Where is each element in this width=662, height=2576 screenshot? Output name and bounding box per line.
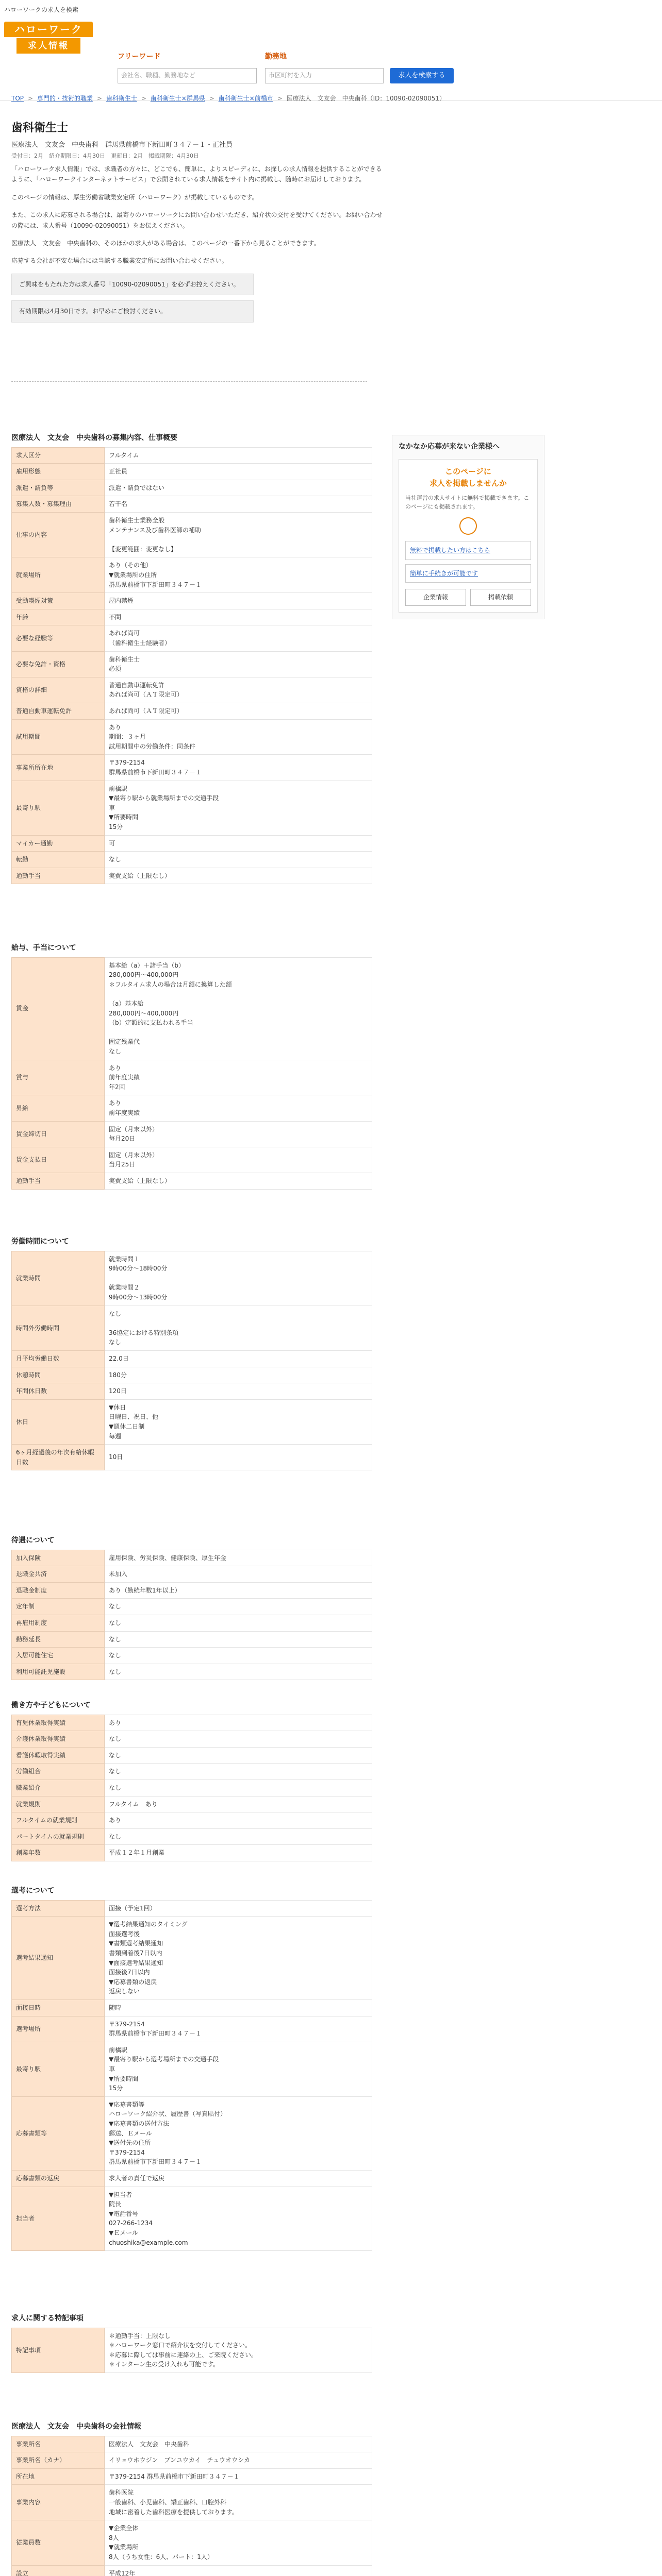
row-label: 年齢 [12, 609, 105, 625]
row-value: 前橋駅 ▼最寄り駅から就業場所までの交通手段 車 ▼所要時間 15分 [105, 781, 372, 835]
intro-p1: 「ハローワーク求人情報」では、求職者の方々に、どこでも、簡単に、よりスピーディに、お探しの求人情報を提供することができるように、「ハローワークインターネットサービス」で公開されている求人情報をサイト内に掲載し、随時にお届けしております。 [11, 165, 382, 183]
sidebar-headline: このページに 求人を掲載しませんか [429, 466, 507, 488]
row-label: 募集人数・募集理由 [12, 496, 105, 513]
freeword-label: フリーワード [118, 53, 161, 61]
table-row [12, 835, 372, 852]
row-label: 退職金共済 [12, 1566, 105, 1583]
table-row [12, 1566, 372, 1583]
row-label: 退職金制度 [12, 1582, 105, 1599]
recruit-sidebar [392, 435, 544, 619]
row-value: ▼応募書類等 ハローワーク紹介状、履歴書（写真貼付） ▼応募書類の送付方法 郵送、Ｅメール ▼送付先の住所 〒379-2154 群馬県前橋市下新田町３４７－１ [105, 2096, 372, 2170]
breadcrumb-occupation[interactable]: 歯科衛生士 [106, 95, 137, 102]
section-basic [11, 433, 372, 884]
table-row [12, 2485, 372, 2520]
table-row [12, 781, 372, 835]
basic-table [11, 447, 372, 885]
row-label: 資格の詳細 [12, 677, 105, 703]
row-value: なし [105, 1764, 372, 1780]
sidebar-title: なかなか応募が来ない企業様へ [399, 443, 500, 451]
table-row [12, 1399, 372, 1444]
row-value: なし [105, 1828, 372, 1845]
row-label: 6ヶ月経過後の年次有給休暇日数 [12, 1445, 105, 1470]
row-value: 実費支給（上限なし） [105, 1173, 372, 1189]
table-row [12, 1599, 372, 1615]
row-label: 賃金締切日 [12, 1121, 105, 1147]
row-label: 事業所所在地 [12, 755, 105, 781]
section-heading: 働き方や子どもについて [11, 1701, 91, 1709]
breadcrumb-current: 医療法人 文友会 中央歯科（ID：10090-02090051） [286, 95, 445, 102]
intro-p2: このページの情報は、厚生労働省職業安定所（ハローワーク）が掲載しているものです。 [11, 193, 258, 201]
row-label: マイカー通勤 [12, 835, 105, 852]
table-row [12, 1173, 372, 1189]
row-label: 必要な経験等 [12, 625, 105, 651]
table-row [12, 1615, 372, 1632]
row-label: 事業所名 [12, 2436, 105, 2452]
search-button[interactable]: 求人を検索する [390, 68, 454, 83]
table-row [12, 852, 372, 868]
row-label: 転勤 [12, 852, 105, 868]
table-row [12, 513, 372, 557]
row-value: 普通自動車運転免許 あれば尚可（ＡＴ限定可） [105, 677, 372, 703]
apply-table [11, 1900, 372, 2251]
row-value: あれば尚可 （歯科衛生士経験者） [105, 625, 372, 651]
row-value: 若干名 [105, 496, 372, 513]
intro-p3: また、この求人に応募される場合は、最寄りのハローワークにお問い合わせいただき、紹介状の交付を受けてください。お問い合わせの際には、求人番号（10090-02090051）をお伝えください。 [11, 211, 383, 229]
row-value: あり（勤続年数1年以上） [105, 1582, 372, 1599]
table-row [12, 1351, 372, 1367]
notice-job-number: ご興味をもたれた方は求人番号「10090-02090051」を必ずお控えください。 [11, 274, 254, 295]
job-title: 歯科衛生士 [11, 122, 69, 134]
row-label: パートタイムの就業規則 [12, 1828, 105, 1845]
site-logo[interactable] [4, 22, 93, 54]
table-row [12, 1582, 372, 1599]
row-value: 求人者の責任で返戻 [105, 2170, 372, 2187]
notice-deadline: 有効期限は4月30日です。お早めにご検討ください。 [11, 300, 254, 322]
row-label: 選考結果通知 [12, 1917, 105, 2000]
row-value: 正社員 [105, 464, 372, 480]
section-pay [11, 943, 372, 1190]
row-value: 平成１２年１月創業 [105, 1845, 372, 1861]
table-row [12, 609, 372, 625]
table-row [12, 496, 372, 513]
table-row [12, 755, 372, 781]
row-value: なし [105, 1615, 372, 1632]
row-label: 応募書類の返戻 [12, 2170, 105, 2187]
table-row [12, 480, 372, 496]
row-value: 22.0日 [105, 1351, 372, 1367]
row-value: 120日 [105, 1383, 372, 1400]
top-bar [0, 0, 662, 19]
intro-p4: 医療法人 文友会 中央歯科の、そのほかの求人がある場合は、このページの一番下から見ることができます。 [11, 239, 320, 247]
row-label: 応募書類等 [12, 2096, 105, 2170]
row-value: 180分 [105, 1367, 372, 1383]
row-label: 担当者 [12, 2187, 105, 2251]
row-value: なし [105, 1747, 372, 1764]
table-row [12, 447, 372, 464]
row-label: 通勤手当 [12, 868, 105, 884]
row-value: 固定（月末以外） 毎月20日 [105, 1121, 372, 1147]
row-value: あり（その他） ▼就業場所の住所 群馬県前橋市下新田町３４７－１ [105, 557, 372, 593]
section-heading: 給与、手当について [11, 944, 76, 952]
row-label: 賃金 [12, 957, 105, 1060]
site-header [0, 19, 662, 101]
row-label: 年間休日数 [12, 1383, 105, 1400]
welfare-table [11, 1550, 372, 1681]
row-value: なし [105, 1631, 372, 1648]
logo-line2: 求人情報 [16, 38, 80, 54]
breadcrumb-city[interactable]: 歯科衛生士×前橋市 [218, 95, 273, 102]
row-label: 時間外労働時間 [12, 1306, 105, 1350]
row-label: フルタイムの就業規則 [12, 1812, 105, 1829]
note-table [11, 2328, 372, 2373]
intro-p5: 応募する会社が不安な場合には当該する職業安定所にお問い合わせください。 [11, 257, 228, 265]
pay-table [11, 957, 372, 1190]
row-label: 定年制 [12, 1599, 105, 1615]
row-value: 実費支給（上限なし） [105, 868, 372, 884]
row-label: 面接日時 [12, 2000, 105, 2016]
row-label: 休憩時間 [12, 1367, 105, 1383]
section-heading: 医療法人 文友会 中央歯科の募集内容、仕事概要 [11, 434, 177, 442]
table-row [12, 1095, 372, 1121]
row-label: 就業規則 [12, 1796, 105, 1812]
row-label: 再雇用制度 [12, 1615, 105, 1632]
row-value: 固定（月末以外） 当月25日 [105, 1147, 372, 1173]
row-label: 利用可能託児施設 [12, 1664, 105, 1680]
row-value: フルタイム あり [105, 1796, 372, 1812]
table-row [12, 2000, 372, 2016]
row-label: 通勤手当 [12, 1173, 105, 1189]
row-value: なし [105, 852, 372, 868]
row-value: ▼休日 日曜日、祝日、他 ▼週休二日制 毎週 [105, 1399, 372, 1444]
table-row [12, 1306, 372, 1350]
row-value: なし [105, 1599, 372, 1615]
table-row [12, 957, 372, 1060]
table-row [12, 2328, 372, 2372]
location-label: 勤務地 [265, 53, 287, 61]
table-row [12, 1445, 372, 1470]
table-row [12, 2096, 372, 2170]
table-row [12, 1147, 372, 1173]
section-heading: 待遇について [11, 1536, 55, 1545]
row-label: 賞与 [12, 1060, 105, 1095]
table-row [12, 2170, 372, 2187]
job-meta: 受付日：2月 紹介期限日：4月30日 更新日：2月 掲載期限：4月30日 [11, 152, 199, 160]
divider [11, 381, 367, 382]
row-value: あり 前年度実績 [105, 1095, 372, 1121]
row-label: 受動喫煙対策 [12, 593, 105, 609]
breadcrumb-prefecture[interactable]: 歯科衛生士×群馬県 [150, 95, 205, 102]
sidebar-buttons [405, 589, 531, 606]
table-row [12, 464, 372, 480]
table-row [12, 2452, 372, 2469]
intro [11, 164, 383, 323]
table-row [12, 1845, 372, 1861]
row-value: なし [105, 1648, 372, 1664]
section-time [11, 1236, 372, 1470]
row-value: あり [105, 1812, 372, 1829]
table-row [12, 1917, 372, 2000]
row-value: あり 期間：３ヶ月 試用期間中の労働条件：同条件 [105, 719, 372, 755]
row-value: 平成12年 [105, 2565, 372, 2576]
breadcrumb-top[interactable]: TOP [11, 95, 24, 102]
row-label: 設立 [12, 2565, 105, 2576]
row-label: 介護休業取得実績 [12, 1731, 105, 1748]
row-label: 従業員数 [12, 2520, 105, 2565]
row-value: あれば尚可（ＡＴ限定可） [105, 703, 372, 719]
row-label: 派遣・請負等 [12, 480, 105, 496]
env-table [11, 1715, 372, 1861]
row-label: 雇用形態 [12, 464, 105, 480]
table-row [12, 651, 372, 677]
section-heading: 選考について [11, 1887, 55, 1895]
table-row [12, 557, 372, 593]
row-value: ▼選考結果通知のタイミング 面接選考後 ▼書類選考結果通知 書類到着後7日以内 ▼面接選考結果通知 面接後7日以内 ▼応募書類の返戻 返戻しない [105, 1917, 372, 2000]
table-row [12, 703, 372, 719]
row-value: あり [105, 1715, 372, 1731]
row-value: 随時 [105, 2000, 372, 2016]
row-value: 〒379-2154 群馬県前橋市下新田町３４７－１ [105, 2468, 372, 2485]
sidebar-text: 当社運営の求人サイトに無料で掲載できます。このページにも掲載されます。 [405, 495, 529, 511]
row-value: なし [105, 1780, 372, 1797]
table-row [12, 1780, 372, 1797]
table-row [12, 1812, 372, 1829]
row-value: 歯科衛生士 必須 [105, 651, 372, 677]
row-label: 事業内容 [12, 2485, 105, 2520]
freeword-input[interactable]: 会社名、職種、勤務地など [118, 68, 257, 83]
row-label: 職業紹介 [12, 1780, 105, 1797]
row-value: 基本給（a）＋諸手当（b） 280,000円〜400,000円 ＊フルタイム求人の場合は月額に換算した額 （a）基本給 280,000円〜400,000円 （b）定額的に支払われる手当 固定残業代 なし [105, 957, 372, 1060]
section-welfare [11, 1535, 372, 1680]
row-label: 必要な免許・資格 [12, 651, 105, 677]
row-value: 医療法人 文友会 中央歯科 [105, 2436, 372, 2452]
table-row [12, 625, 372, 651]
table-row [12, 2468, 372, 2485]
row-label: 看護休暇取得実績 [12, 1747, 105, 1764]
row-label: 勤務延長 [12, 1631, 105, 1648]
row-label: 試用期間 [12, 719, 105, 755]
row-value: 就業時間１ 9時00分〜18時00分 就業時間２ 9時00分〜13時00分 [105, 1251, 372, 1306]
row-value: 〒379-2154 群馬県前橋市下新田町３４７－１ [105, 2016, 372, 2042]
table-row [12, 1550, 372, 1566]
table-row [12, 593, 372, 609]
section-note [11, 2313, 372, 2373]
row-label: 加入保険 [12, 1550, 105, 1566]
row-label: 就業時間 [12, 1251, 105, 1306]
location-input[interactable]: 市区町村を入力 [265, 68, 384, 83]
row-value: なし 36協定における特別条項 なし [105, 1306, 372, 1350]
row-value: 歯科医院 一般歯科、小児歯科、矯正歯科、口腔外科 地域に密着した歯科医療を提供しております。 [105, 2485, 372, 2520]
section-env [11, 1700, 372, 1861]
company-line: 医療法人 文友会 中央歯科 群馬県前橋市下新田町３４７－１・正社員 [11, 141, 233, 149]
table-row [12, 1251, 372, 1306]
table-row [12, 1367, 372, 1383]
row-value: 面接（予定1回） [105, 1900, 372, 1917]
row-value: 前橋駅 ▼最寄り駅から選考場所までの交通手段 車 ▼所要時間 15分 [105, 2042, 372, 2096]
row-label: 労働組合 [12, 1764, 105, 1780]
table-row [12, 1648, 372, 1664]
table-row [12, 1060, 372, 1095]
job-title-area [11, 120, 372, 160]
row-value: 雇用保険、労災保険、健康保険、厚生年金 [105, 1550, 372, 1566]
row-label: 昇給 [12, 1095, 105, 1121]
company-table [11, 2436, 372, 2576]
company-info-button[interactable]: 企業情報 [405, 589, 466, 606]
row-label: 普通自動車運転免許 [12, 703, 105, 719]
section-company [11, 2421, 372, 2576]
row-value: 不問 [105, 609, 372, 625]
row-value: イリョウホウジン ブンユウカイ チュウオウシカ [105, 2452, 372, 2469]
table-row [12, 1900, 372, 1917]
row-value: 派遣・請負ではない [105, 480, 372, 496]
listing-request-button[interactable]: 掲載依頼 [470, 589, 531, 606]
site-tagline: ハローワークの求人を検索 [4, 6, 79, 13]
sidebar-link-easy[interactable]: 簡単に手続きが可能です [405, 564, 531, 583]
row-label: 月平均労働日数 [12, 1351, 105, 1367]
row-label: 仕事の内容 [12, 513, 105, 557]
table-row [12, 1731, 372, 1748]
row-value: 未加入 [105, 1566, 372, 1583]
row-value: 10日 [105, 1445, 372, 1470]
section-apply [11, 1886, 372, 2251]
table-row [12, 1383, 372, 1400]
table-row [12, 2187, 372, 2251]
row-label: 育児休業取得実績 [12, 1715, 105, 1731]
row-value: 〒379-2154 群馬県前橋市下新田町３４７－１ [105, 755, 372, 781]
row-value: ＊通勤手当：上限なし ＊ハローワーク窓口で紹介状を交付してください。 ＊応募に際しては事前に連絡の上、ご来院ください。 ＊インターン生の受け入れも可能です。 [105, 2328, 372, 2372]
row-label: 求人区分 [12, 447, 105, 464]
row-value: ▼企業全体 8人 ▼就業場所 8人（うち女性：6人、パート：1人） [105, 2520, 372, 2565]
row-label: 入居可能住宅 [12, 1648, 105, 1664]
logo-line1: ハローワーク [4, 22, 93, 37]
table-row [12, 1828, 372, 1845]
row-label: 事業所名（カナ） [12, 2452, 105, 2469]
row-label: 創業年数 [12, 1845, 105, 1861]
row-value: 屋内禁煙 [105, 593, 372, 609]
table-row [12, 2016, 372, 2042]
table-row [12, 1631, 372, 1648]
sidebar-link-free[interactable]: 無料で掲載したい方はこちら [405, 541, 531, 560]
row-label: 休日 [12, 1399, 105, 1444]
table-row [12, 2565, 372, 2576]
breadcrumb-category[interactable]: 専門的・技術的職業 [37, 95, 93, 102]
table-row [12, 1715, 372, 1731]
time-table [11, 1251, 372, 1471]
row-value: 歯科衛生士業務全般 メンテナンス及び歯科医師の補助 【変更範囲：変更なし】 [105, 513, 372, 557]
row-label: 所在地 [12, 2468, 105, 2485]
row-value: 可 [105, 835, 372, 852]
row-value: フルタイム [105, 447, 372, 464]
table-row [12, 1747, 372, 1764]
row-label: 就業場所 [12, 557, 105, 593]
row-label: 最寄り駅 [12, 2042, 105, 2096]
table-row [12, 677, 372, 703]
section-heading: 労働時間について [11, 1238, 69, 1246]
section-heading: 求人に関する特記事項 [11, 2314, 84, 2323]
row-label: 特記事項 [12, 2328, 105, 2372]
table-row [12, 1796, 372, 1812]
section-heading: 医療法人 文友会 中央歯科の会社情報 [11, 2422, 141, 2431]
row-value: ▼担当者 院長 ▼電話番号 027-266-1234 ▼Ｅメール chuoshika@example.com [105, 2187, 372, 2251]
table-row [12, 868, 372, 884]
table-row [12, 2042, 372, 2096]
breadcrumb: TOP > 専門的・技術的職業 > 歯科衛生士 > 歯科衛生士×群馬県 > 歯科衛生士×前橋市 > 医療法人 文友会 中央歯科（ID：10090-02090051） [11, 95, 445, 102]
row-label: 選考場所 [12, 2016, 105, 2042]
table-row [12, 2436, 372, 2452]
row-label: 最寄り駅 [12, 781, 105, 835]
row-label: 賃金支払日 [12, 1147, 105, 1173]
megaphone-icon [459, 517, 477, 535]
row-value: なし [105, 1664, 372, 1680]
row-label: 選考方法 [12, 1900, 105, 1917]
row-value: なし [105, 1731, 372, 1748]
table-row [12, 1121, 372, 1147]
table-row [12, 1664, 372, 1680]
row-value: あり 前年度実績 年2回 [105, 1060, 372, 1095]
table-row [12, 1764, 372, 1780]
sidebar-box [399, 459, 538, 613]
table-row [12, 2520, 372, 2565]
table-row [12, 719, 372, 755]
